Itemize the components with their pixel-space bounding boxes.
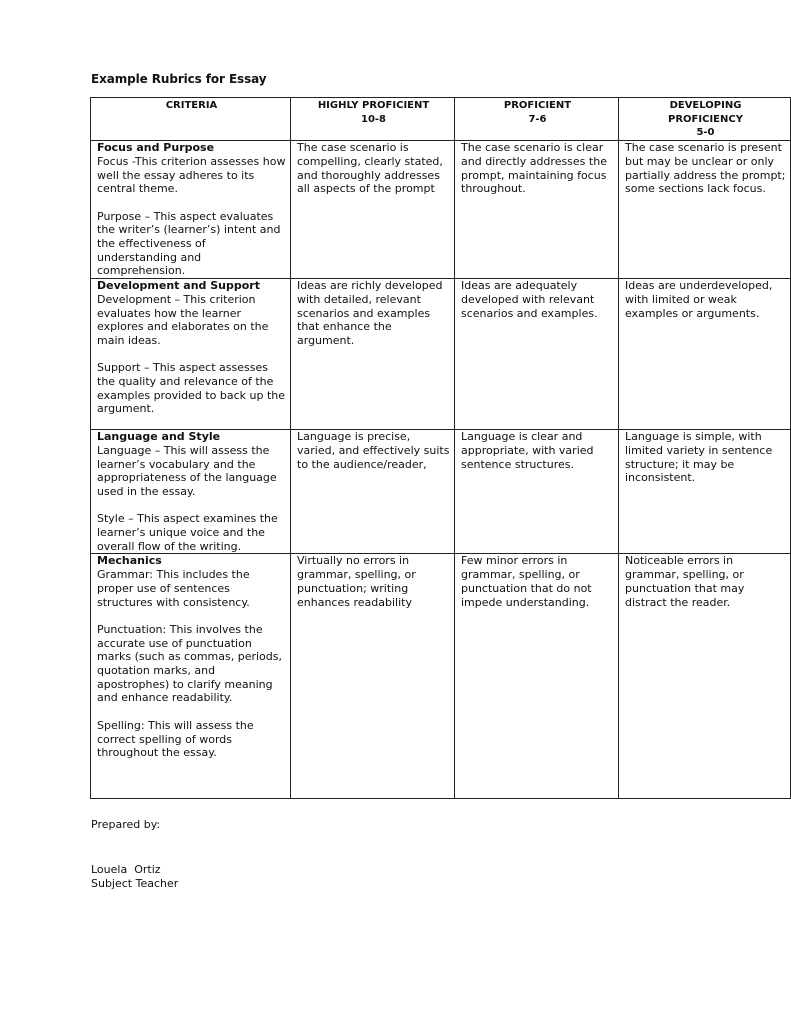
table-row <box>91 279 791 430</box>
criterion-title: Focus and Purpose <box>97 141 215 155</box>
descriptor-text: The case scenario is clear and directly addresses the prompt, maintaining focus throughout. <box>461 141 607 196</box>
criterion-title: Language and Style <box>97 430 221 444</box>
prepared-by-label: Prepared by: <box>91 818 161 831</box>
criterion-paragraph: Purpose – This aspect evaluates the writer’s (learner’s) intent and the effectiveness of understanding and comprehension. <box>97 209 281 278</box>
descriptor-text: Few minor errors in grammar, spelling, or punctuation that do not impede understanding. <box>461 554 592 609</box>
header-highly-proficient <box>291 98 455 141</box>
paragraph-gap <box>97 609 286 623</box>
header-row <box>91 98 791 141</box>
table-row <box>91 141 791 279</box>
proficient-cell <box>455 430 619 554</box>
preparer-name: Louela Ortiz <box>91 863 161 876</box>
criterion-paragraph: Grammar: This includes the proper use of sentences structures with consistency. <box>97 568 250 609</box>
criterion-cell <box>91 554 291 799</box>
preparer-role: Subject Teacher <box>91 877 179 890</box>
descriptor-text: Virtually no errors in grammar, spelling, or punctuation; writing enhances readability <box>297 554 416 609</box>
criterion-cell <box>91 430 291 554</box>
header-developing-label-1: DEVELOPING <box>669 100 742 111</box>
highly-proficient-cell <box>291 430 455 554</box>
criterion-paragraph: Spelling: This will assess the correct spelling of words throughout the essay. <box>97 718 254 760</box>
developing-cell <box>619 430 791 554</box>
header-highly-proficient-range: 10-8 <box>360 113 387 125</box>
table-row <box>91 430 791 554</box>
header-proficient-label: PROFICIENT <box>503 100 572 111</box>
rubric-table <box>90 97 791 799</box>
header-proficient <box>455 98 619 141</box>
document-title: Example Rubrics for Essay <box>91 72 267 86</box>
highly-proficient-cell <box>291 554 455 799</box>
developing-cell <box>619 554 791 799</box>
criterion-paragraph: Language – This will assess the learner’s vocabulary and the appropriateness of the language used in the essay. <box>97 443 277 498</box>
criterion-paragraph: Development – This criterion evaluates how the learner explores and elaborates on the main ideas. <box>97 292 269 347</box>
header-highly-proficient-label: HIGHLY PROFICIENT <box>317 100 430 111</box>
header-developing-label-2: PROFICIENCY <box>668 113 743 125</box>
paragraph-gap <box>97 705 286 719</box>
proficient-cell <box>455 141 619 279</box>
criterion-paragraph: Focus -This criterion assesses how well the essay adheres to its central theme. <box>97 154 286 196</box>
descriptor-text: Language is clear and appropriate, with varied sentence structures. <box>461 430 594 471</box>
header-developing <box>619 98 791 141</box>
descriptor-text: Ideas are adequately developed with relevant scenarios and examples. <box>461 279 598 320</box>
descriptor-text: The case scenario is present but may be unclear or only partially address the prompt; some sections lack focus. <box>625 141 786 196</box>
header-criteria <box>91 98 291 141</box>
proficient-cell <box>455 554 619 799</box>
table-row <box>91 554 791 799</box>
highly-proficient-cell <box>291 279 455 430</box>
header-criteria-label: CRITERIA <box>165 100 218 111</box>
developing-cell <box>619 141 791 279</box>
highly-proficient-cell <box>291 141 455 279</box>
descriptor-text: Ideas are underdeveloped, with limited or weak examples or arguments. <box>625 279 773 320</box>
descriptor-text: Language is simple, with limited variety in sentence structure; it may be inconsistent. <box>625 430 773 485</box>
header-proficient-range: 7-6 <box>528 113 547 125</box>
descriptor-text: Noticeable errors in grammar, spelling, or punctuation that may distract the reader. <box>625 554 745 609</box>
paragraph-gap <box>97 348 286 362</box>
paragraph-gap <box>97 499 286 513</box>
paragraph-gap <box>97 196 286 210</box>
descriptor-text: Language is precise, varied, and effectively suits to the audience/reader, <box>297 430 450 471</box>
descriptor-text: The case scenario is compelling, clearly stated, and thoroughly addresses all aspects of the prompt <box>297 141 443 196</box>
criterion-title: Mechanics <box>97 554 162 568</box>
criterion-cell <box>91 279 291 430</box>
criterion-cell <box>91 141 291 279</box>
proficient-cell <box>455 279 619 430</box>
criterion-paragraph: Style – This aspect examines the learner’s unique voice and the overall flow of the writing. <box>97 512 278 553</box>
criterion-paragraph: Punctuation: This involves the accurate use of punctuation marks (such as commas, periods, quotation marks, and apostrophes) to clarify meaning and enhance readability. <box>97 622 282 705</box>
criterion-paragraph: Support – This aspect assesses the quality and relevance of the examples provided to back up the argument. <box>97 361 286 416</box>
criterion-title: Development and Support <box>97 279 260 293</box>
descriptor-text: Ideas are richly developed with detailed, relevant scenarios and examples that enhance the argument. <box>297 279 443 347</box>
header-developing-range: 5-0 <box>696 127 715 139</box>
developing-cell <box>619 279 791 430</box>
